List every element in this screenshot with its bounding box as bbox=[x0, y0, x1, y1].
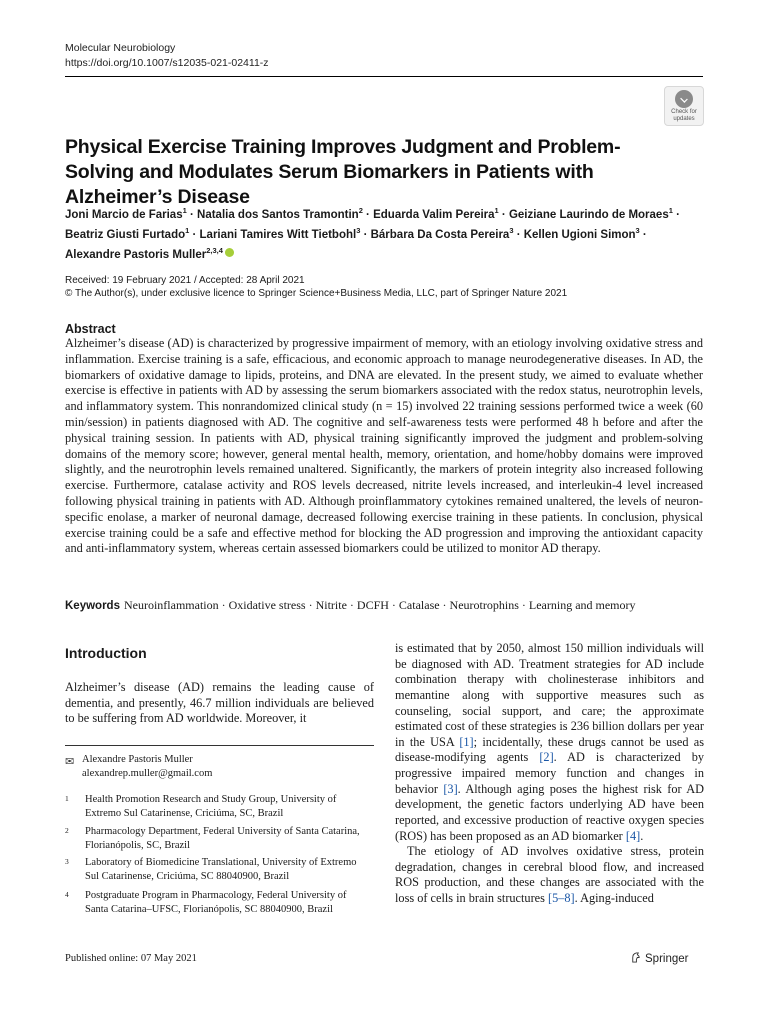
header-divider bbox=[65, 76, 703, 77]
text-run: . bbox=[640, 828, 644, 843]
keywords-label: Keywords bbox=[65, 600, 120, 612]
affiliation-text: Pharmacology Department, Federal University of Santa Catarina, Florianópolis, SC, Brazil bbox=[85, 826, 360, 851]
intro-paragraph-1 bbox=[395, 641, 704, 844]
introduction-left-column: Alzheimer’s disease (AD) remains the leading cause of dementia, and presently, 46.7 million individuals are believed to be suffering from AD worldwide. Moreover, it bbox=[65, 680, 374, 726]
author-list: Joni Marcio de Farias$^1$ · Natalia dos Santos Tramontin$^2$ · Eduarda Valim Pereira$^1$ · Geiziane Laurindo de Moraes$^1$ · Beatriz Giusti Furtado$^1$ · Lariani Tamires Witt Tietbohl$^3$ · Bárbara Da Costa Pereira$^3$ · Kellen Ugioni Simon$^3$ · Alexandre Pastoris Muller$^{2,3,4}$ bbox=[65, 206, 680, 261]
doi-link[interactable]: https://doi.org/10.1007/s12035-021-02411-z bbox=[65, 57, 269, 69]
copyright-notice: © The Author(s), under exclusive licence to Springer Science+Business Media, LLC, part of Springer Nature 2021 bbox=[65, 288, 568, 299]
author-affiliation: 3 bbox=[635, 225, 640, 235]
journal-name: Molecular Neurobiology bbox=[65, 42, 176, 54]
citation-link[interactable]: [3] bbox=[443, 781, 458, 796]
author-affiliation: 1 bbox=[494, 206, 499, 215]
intro-paragraph-2 bbox=[395, 844, 704, 907]
author-name: Lariani Tamires Witt Tietbohl bbox=[199, 228, 357, 241]
correspondence-email[interactable]: alexandrep.muller@gmail.com bbox=[82, 768, 213, 779]
author-affiliation: 1 bbox=[185, 225, 190, 235]
affiliation-number: 3 bbox=[65, 857, 69, 866]
text-run: . AD is characterized by progressive impaired memory function and changes in behavior bbox=[395, 750, 704, 796]
author-affiliation: 2 bbox=[358, 206, 363, 215]
author-affiliation: 1 bbox=[668, 206, 673, 215]
text-run: . Aging-induced bbox=[574, 891, 654, 905]
orcid-icon[interactable] bbox=[225, 248, 234, 257]
affiliation-number: 1 bbox=[65, 794, 69, 803]
author-name: Joni Marcio de Farias bbox=[65, 208, 183, 221]
author-name: Alexandre Pastoris Muller bbox=[65, 248, 207, 261]
abstract-heading: Abstract bbox=[65, 322, 116, 336]
publisher-name: Springer bbox=[645, 953, 689, 965]
paper-title: Physical Exercise Training Improves Judgment and Problem-Solving and Modulates Serum Biomarkers in Patients with Alzheimer’s Disease bbox=[65, 136, 621, 208]
author-affiliation: 3 bbox=[356, 225, 361, 235]
text-run: is estimated that by 2050, almost 150 million individuals will be diagnosed with AD. Treatment strategies for AD include combination therapy with cholinesterase inhibitors and memantine along with supportive measures such as counseling, social support, and care; the approximate estimated cost of these strategies is 236 billion dollars per year in the USA bbox=[395, 641, 704, 749]
author-affiliation: 2,3,4 bbox=[206, 245, 223, 255]
affiliation-text: Postgraduate Program in Pharmacology, Federal University of Santa Catarina–UFSC, Florianópolis, SC 88040900, Brazil bbox=[85, 890, 347, 915]
citation-link[interactable]: [2] bbox=[539, 750, 554, 765]
author-affiliation: 3 bbox=[509, 225, 514, 235]
footnote-divider bbox=[65, 745, 374, 746]
text-run: ; incidentally, these drugs cannot be used as disease-modifying agents bbox=[395, 734, 705, 765]
author-name: Eduarda Valim Pereira bbox=[373, 208, 495, 221]
affiliation-text: Laboratory of Biomedicine Translational, University of Extremo Sul Catarinense, Criciúma, SC 88040900, Brazil bbox=[85, 857, 357, 882]
citation-link[interactable]: [1] bbox=[459, 734, 474, 749]
keywords-list: Neuroinflammation · Oxidative stress · Nitrite · DCFH · Catalase · Neurotrophins · Learning and memory bbox=[123, 598, 636, 612]
published-date: Published online: 07 May 2021 bbox=[65, 953, 197, 964]
keywords bbox=[65, 597, 705, 614]
abstract-body: Alzheimer’s disease (AD) is characterized by progressive impairment of memory, with an etiology involving oxidative stress and inflammation. Exercise training is a safe, efficacious, and economic approach to manage neurodegenerative diseases. In AD, the biomarkers of oxidative damage to lipids, proteins, and DNA are elevated. In the present study, we aimed to evaluate whether exercise is effective in patients with AD by assessing the serum biomarkers associated with the redox status, neurotrophin levels, and inflammatory system. This nonrandomized clinical study (n = 15) involved 22 training sessions performed twice a week (60 min/session) in patients diagnosed with AD. The cognitive and self-awareness tests were performed 48 h before and after the physical training session. In patients with AD, physical training significantly improved the judgment and problem-solving domains of the memory score; however, general mental health, memory, orientation, and home/hobby domains were improved slightly, and the neurotrophin levels remained unaltered. Significantly, the markers of protein integrity also increased following exercise. Furthermore, catalase activity and ROS levels decreased, nitrite levels increased, and interleukin-4 level increased following physical training in patients with AD. Although proinflammatory cytokines remained unaltered, the levels of neuron-specific enolase, a marker of neuronal damage, decreased following exercise training in these patients. In conclusion, physical exercise training could be a safe and effective method for blocking the AD progression and improving the antioxidant capacity and anti-inflammatory system, whereas certain assessed biomarkers could be utilized to monitor AD therapy. bbox=[65, 336, 703, 556]
text-run: The etiology of AD involves oxidative stress, protein degradation, changes in cerebral blood flow, and increased ROS production, and these changes are associated with the loss of cells in brain structures bbox=[395, 844, 704, 905]
check-for-updates-badge[interactable] bbox=[664, 86, 704, 126]
introduction-heading: Introduction bbox=[65, 645, 147, 661]
envelope-icon: ✉ bbox=[65, 756, 75, 768]
citation-link[interactable]: [5–8] bbox=[548, 891, 575, 905]
affiliation-number: 2 bbox=[65, 826, 69, 835]
publisher-logo bbox=[630, 952, 688, 965]
correspondence-name: Alexandre Pastoris Muller bbox=[82, 754, 193, 765]
author-name: Geiziane Laurindo de Moraes bbox=[508, 208, 669, 221]
author-name: Kellen Ugioni Simon bbox=[523, 228, 636, 241]
author-name: Natalia dos Santos Tramontin bbox=[197, 208, 359, 221]
correspondence bbox=[82, 753, 212, 781]
badge-line-1: Check for bbox=[671, 109, 697, 115]
badge-line-2: updates bbox=[673, 115, 695, 122]
springer-horse-icon bbox=[630, 952, 641, 963]
affiliation-text: Health Promotion Research and Study Group, University of Extremo Sul Catarinense, Criciúma, SC, Brazil bbox=[85, 794, 337, 819]
text-run: . Although aging poses the highest risk for AD development, the genetic factors underlying AD have been reported, and excessive production of reactive oxygen species (ROS) has been proposed as an AD biomarker bbox=[395, 781, 704, 843]
check-for-updates-icon bbox=[675, 90, 693, 108]
citation-link[interactable]: [4] bbox=[625, 828, 641, 843]
introduction-right-column bbox=[395, 641, 704, 907]
author-name: Bárbara Da Costa Pereira bbox=[370, 228, 510, 241]
affiliation-number: 4 bbox=[65, 890, 69, 899]
author-affiliation: 1 bbox=[182, 206, 187, 215]
received-accepted-dates: Received: 19 February 2021 / Accepted: 28 April 2021 bbox=[65, 275, 305, 286]
author-name: Beatriz Giusti Furtado bbox=[65, 228, 186, 241]
